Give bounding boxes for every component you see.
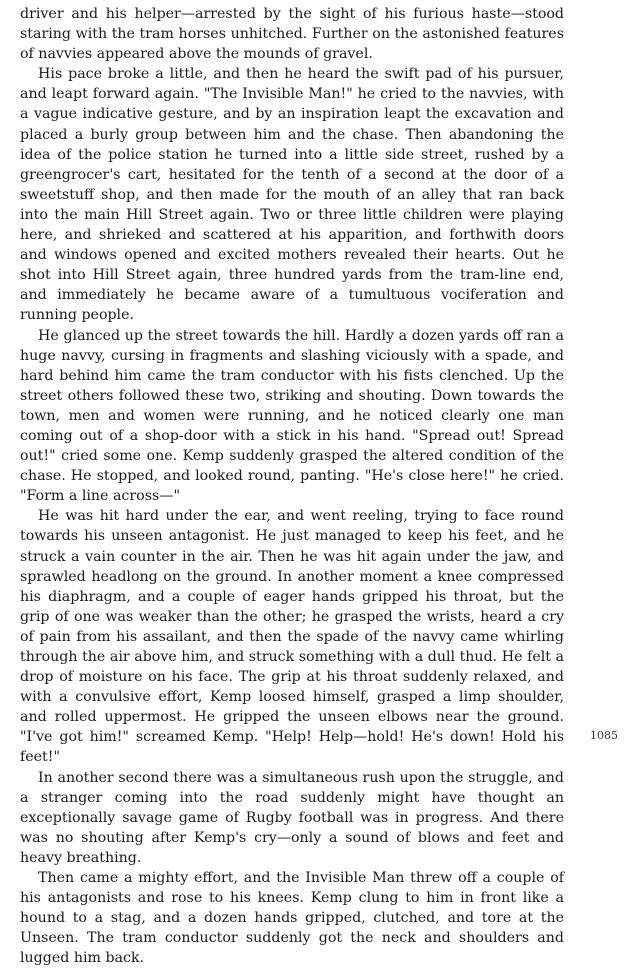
paragraph-continuation: driver and his helper—arrested by the sight of his furious haste—stood staring with the tram horses unhitched. Further on the astonished features of navvies appeared above the mounds of gravel.: [20, 6, 564, 63]
book-page-text: [20, 4, 564, 969]
paragraph: He glanced up the street towards the hill. Hardly a dozen yards off ran a huge navvy, cursing in fragments and slashing viciously with a spade, and hard behind him came the tram conductor with his fists clenched. Up the street others followed these two, striking and shouting. Down towards the town, men and women were running, and he noticed clearly one man coming out of a shop-door with a stick in his hand. "Spread out! Spread out!" cried some one. Kemp suddenly grasped the altered condition of the chase. He stopped, and looked round, panting. "He's close here!" he cried. "Form a line across—": [20, 327, 564, 505]
page-number: 1085: [590, 729, 618, 742]
paragraph: Then came a mighty effort, and the Invisible Man threw off a couple of his antagonists and rose to his knees. Kemp clung to him in front like a hound to a stag, and a dozen hands gripped, clutched, and tore at the Unseen. The tram conductor suddenly got the neck and shoulders and lugged him back.: [20, 870, 564, 967]
paragraph: He was hit hard under the ear, and went reeling, trying to face round towards his unseen antagonist. He just managed to keep his feet, and he struck a vain counter in the air. Then he was hit again under the jaw, and sprawled headlong on the ground. In another moment a knee compressed his diaphragm, and a couple of eager hands gripped his throat, but the grip of one was weaker than the other; he grasped the wrists, heard a cry of pain from his assailant, and then the spade of the navvy came whirling through the air above him, and struck something with a dull thud. He felt a drop of moisture on his face. The grip at his throat suddenly relaxed, and with a convulsive effort, Kemp loosed himself, grasped a limp shoulder, and rolled uppermost. He gripped the unseen elbows near the ground. "I've got him!" screamed Kemp. "Help! Help—hold! He's down! Hold his feet!": [20, 508, 564, 766]
paragraph: His pace broke a little, and then he heard the swift pad of his pursuer, and leapt forward again. "The Invisible Man!" he cried to the navvies, with a vague indicative gesture, and by an inspiration leapt the excavation and placed a burly group between him and the chase. Then abandoning the idea of the police station he turned into a little side street, rushed by a greengrocer's cart, hesitated for the tenth of a second at the door of a sweetstuff shop, and then made for the mouth of an alley that ran back into the main Hill Street again. Two or three little children were playing here, and shrieked and scattered at his apparition, and forthwith doors and windows opened and excited mothers revealed their hearts. Out he shot into Hill Street again, three hundred yards from the tram-line end, and immediately he became aware of a tumultuous vociferation and running people.: [20, 66, 564, 324]
paragraph: In another second there was a simultaneous rush upon the struggle, and a stranger coming into the road suddenly might have thought an exceptionally savage game of Rugby football was in progress. And there was no shouting after Kemp's cry—only a sound of blows and feet and heavy breathing.: [20, 769, 564, 866]
